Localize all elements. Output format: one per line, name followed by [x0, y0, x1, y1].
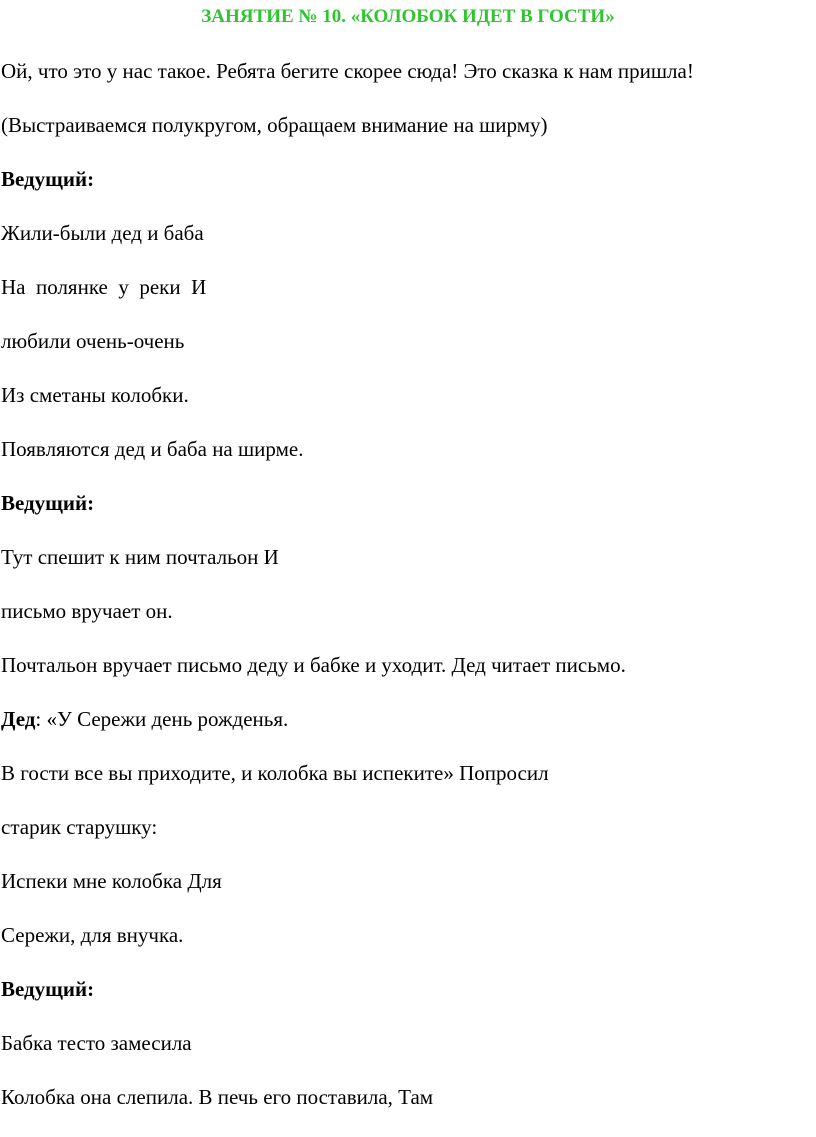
speaker-label: Ведущий: [1, 167, 95, 191]
speaker-line [1, 976, 94, 1002]
text-line: старик старушку: [1, 815, 158, 839]
text-line: (Выстраиваемся полукругом, обращаем внимание на ширму) [1, 113, 548, 137]
lesson-title: ЗАНЯТИЕ № 10. «КОЛОБОК ИДЕТ В ГОСТИ» [201, 6, 615, 27]
text-line: Почтальон вручает письмо деду и бабке и уходит. Дед читает письмо. [1, 653, 626, 677]
text-line: Колобка она слепила. В печь его поставила, Там [1, 1085, 434, 1109]
speaker-text: : «У Сережи день рожденья. [35, 707, 289, 731]
speaker-line [1, 706, 288, 732]
speaker-line [1, 490, 94, 516]
text-line: Испеки мне колобка Для [1, 869, 222, 893]
speaker-line [1, 166, 94, 192]
text-line: На полянке у реки И [1, 275, 207, 299]
text-line: Бабка тесто замесила [1, 1031, 192, 1055]
speaker-label: Дед [1, 707, 36, 731]
text-line: Появляются дед и баба на ширме. [1, 437, 304, 461]
text-line: любили очень-очень [1, 329, 185, 353]
text-line: В гости все вы приходите, и колобка вы испеките» Попросил [1, 761, 549, 785]
text-line: письмо вручает он. [1, 599, 173, 623]
text-line: Из сметаны колобки. [1, 383, 189, 407]
speaker-label: Ведущий: [1, 977, 95, 1001]
text-line: Тут спешит к ним почтальон И [1, 545, 279, 569]
text-line: Жили-были дед и баба [1, 221, 204, 245]
speaker-label: Ведущий: [1, 491, 95, 515]
text-line: Ой, что это у нас такое. Ребята бегите скорее сюда! Это сказка к нам пришла! [1, 59, 694, 83]
text-line: Сережи, для внучка. [1, 923, 184, 947]
